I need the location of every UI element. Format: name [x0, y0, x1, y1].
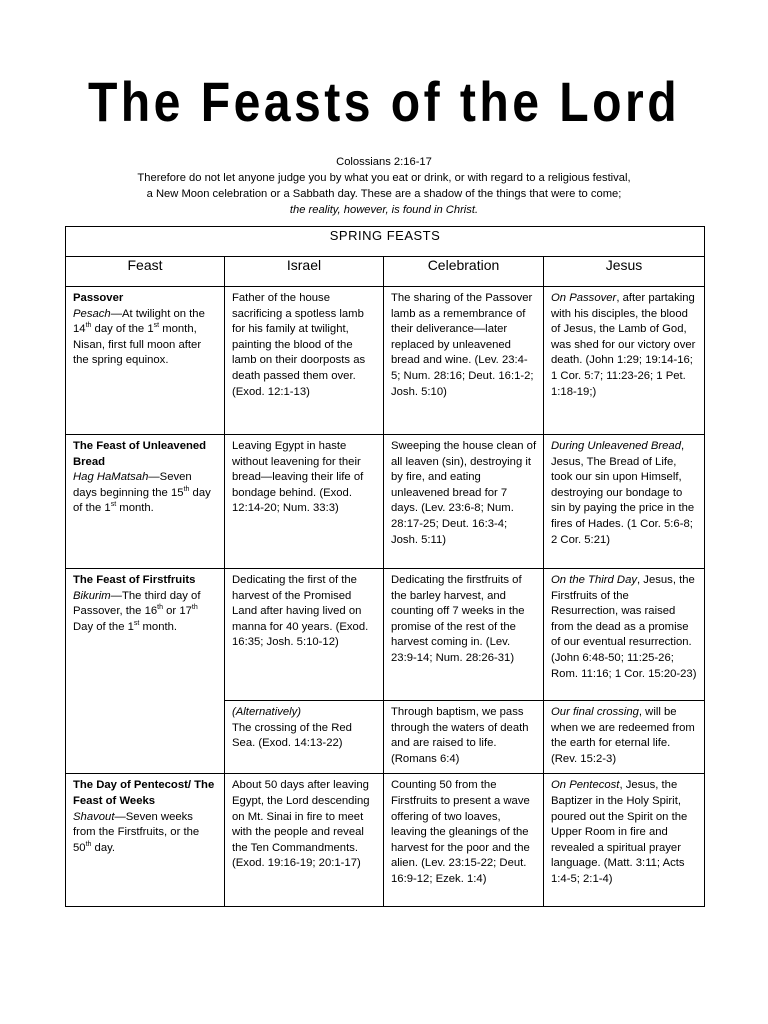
column-header-israel: Israel: [225, 257, 384, 287]
column-header-row: [66, 257, 705, 287]
table-row: [66, 435, 705, 569]
celebration-cell: Sweeping the house clean of all leaven (sin), destroying it by fire, and eating unleavened bread for 7 days. (Lev. 23:6-8; Num. 28:17-25; Deut. 16:3-4; Josh. 5:11): [384, 435, 544, 569]
celebration-cell: The sharing of the Passover lamb as a remembrance of their deliverance—later replaced by unleavened bread and wine. (Lev. 23:4-5; Num. 28:16; Deut. 16:1-2; Josh. 5:10): [384, 287, 544, 435]
celebration-cell: Counting 50 from the Firstfruits to present a wave offering of two loaves, leaving the gleanings of the harvest for the poor and the alien. (Lev. 23:15-22; Deut. 16:9-12; Ezek. 1:4): [384, 774, 544, 907]
feast-cell: The Feast of Unleavened Bread Hag HaMatsah—Seven days beginning the 15th day of the 1st month.: [66, 435, 225, 569]
page-title: The Feasts of the Lord: [87, 70, 681, 133]
feast-name: The Feast of Firstfruits: [73, 574, 196, 586]
verse-reference: Colossians 2:16-17: [336, 156, 432, 168]
feast-name: Passover: [73, 292, 124, 304]
verse-line-3: the reality, however, is found in Christ.: [289, 204, 479, 216]
feasts-table: [65, 226, 705, 907]
feast-hebrew-name: Pesach: [73, 307, 111, 320]
feast-cell: The Day of Pentecost/ The Feast of Weeks Shavout—Seven weeks from the Firstfruits, or the 50th day.: [66, 774, 225, 907]
feast-name: The Feast of Unleavened Bread: [73, 440, 207, 468]
scripture-verse: [0, 154, 768, 218]
jesus-cell: Our final crossing, will be when we are redeemed from the earth for eternal life. (Rev. 15:2-3): [544, 701, 705, 774]
feast-hebrew-name: Shavout: [73, 810, 115, 823]
israel-cell: Dedicating the first of the harvest of the Promised Land after having lived on manna for 40 years. (Exod. 16:35; Josh. 5:10-12): [225, 569, 384, 701]
verse-line-2: a New Moon celebration or a Sabbath day. These are a shadow of the things that were to come;: [146, 188, 622, 200]
table-row: [66, 774, 705, 907]
column-header-feast: Feast: [66, 257, 225, 287]
section-header-row: [66, 227, 705, 257]
jesus-cell: During Unleavened Bread, Jesus, The Bread of Life, took our sin upon Himself, destroying our bondage to sin by paying the price in the fires of Hades. (1 Cor. 5:6-8; 2 Cor. 5:21): [544, 435, 705, 569]
section-title: SPRING FEASTS: [66, 227, 705, 257]
table-row: [66, 569, 705, 701]
feast-cell: Passover Pesach—At twilight on the 14th day of the 1st month, Nisan, first full moon after the spring equinox.: [66, 287, 225, 435]
column-header-jesus: Jesus: [544, 257, 705, 287]
celebration-cell: Through baptism, we pass through the waters of death and are raised to life. (Romans 6:4): [384, 701, 544, 774]
feast-name: The Day of Pentecost/ The Feast of Weeks: [73, 779, 215, 807]
table-row: [66, 287, 705, 435]
verse-line-1: Therefore do not let anyone judge you by what you eat or drink, or with regard to a religious festival,: [137, 172, 631, 184]
israel-cell: About 50 days after leaving Egypt, the Lord descending on Mt. Sinai in fire to meet with the people and reveal the Ten Commandments. (Exod. 19:16-19; 20:1-17): [225, 774, 384, 907]
jesus-cell: On Passover, after partaking with his disciples, the blood of Jesus, the Lamb of God, was shed for our victory over death. (John 1:29; 19:14-16; 1 Cor. 5:7; 11:23-26; 1 Pet. 1:18-19;): [544, 287, 705, 435]
israel-cell: Father of the house sacrificing a spotless lamb for his family at twilight, painting the blood of the lamb on their doorposts as death passed them over. (Exod. 12:1-13): [225, 287, 384, 435]
feast-cell: The Feast of Firstfruits Bikurim—The third day of Passover, the 16th or 17th Day of the 1st month.: [66, 569, 225, 774]
feast-hebrew-name: Bikurim: [73, 589, 111, 602]
israel-cell: Leaving Egypt in haste without leavening for their bread—leaving their life of bondage behind. (Exod. 12:14-20; Num. 33:3): [225, 435, 384, 569]
column-header-celebration: Celebration: [384, 257, 544, 287]
jesus-cell: On the Third Day, Jesus, the Firstfruits of the Resurrection, was raised from the dead as a promise of our eventual resurrection. (John 6:48-50; 11:25-26; Rom. 11:16; 1 Cor. 15:20-23): [544, 569, 705, 701]
jesus-cell: On Pentecost, Jesus, the Baptizer in the Holy Spirit, poured out the Spirit on the Upper Room in fire and revealed a spiritual prayer language. (Matt. 3:11; Acts 1:4-5; 2:1-4): [544, 774, 705, 907]
celebration-cell: Dedicating the firstfruits of the barley harvest, and counting off 7 weeks in the promise of the rest of the harvest coming in. (Lev. 23:9-14; Num. 28:26-31): [384, 569, 544, 701]
feast-hebrew-name: Hag HaMatsah: [73, 471, 149, 484]
israel-cell: (Alternatively) The crossing of the Red Sea. (Exod. 14:13-22): [225, 701, 384, 774]
